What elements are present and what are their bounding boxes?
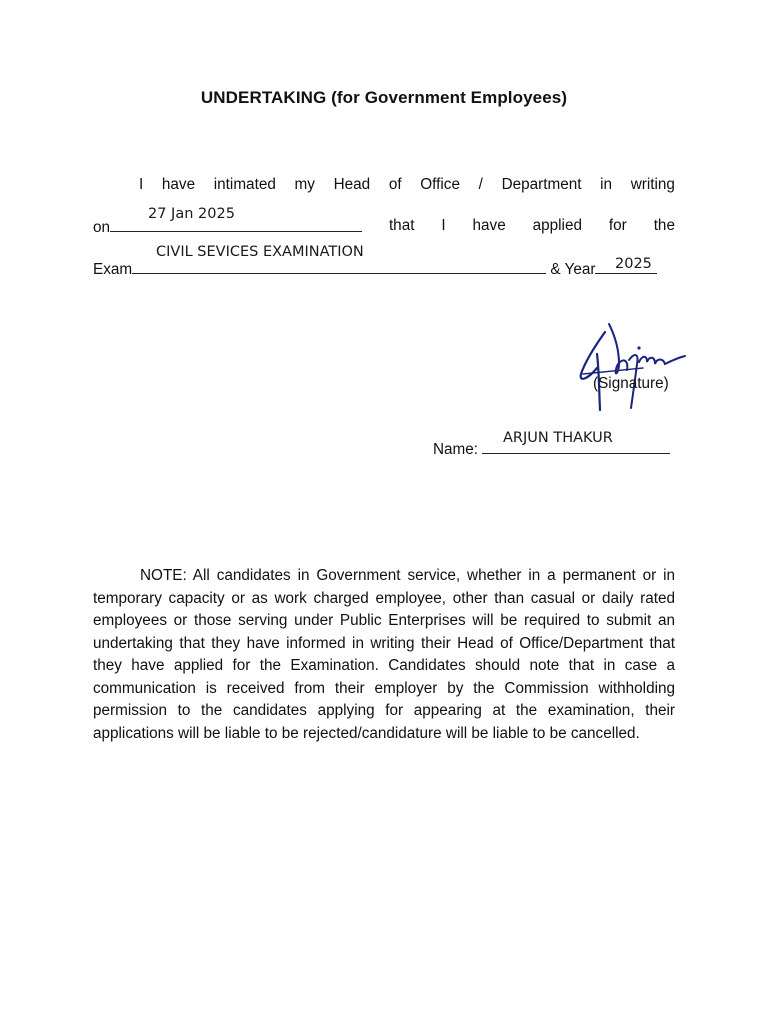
date-blank bbox=[110, 217, 362, 232]
year-blank bbox=[595, 259, 657, 274]
paragraph-line-3 bbox=[93, 259, 675, 279]
exam-blank bbox=[132, 259, 546, 274]
word: for bbox=[608, 217, 627, 234]
word: Office bbox=[420, 176, 460, 193]
date-field bbox=[93, 217, 362, 237]
word: writing bbox=[630, 176, 675, 193]
word: have bbox=[161, 176, 196, 193]
name-label: Name: bbox=[433, 441, 479, 458]
word: I bbox=[441, 217, 446, 234]
name-field-value: ARJUN THAKUR bbox=[503, 430, 613, 446]
date-field-value: 27 Jan 2025 bbox=[148, 206, 235, 222]
word: / bbox=[478, 176, 483, 193]
word: Department bbox=[501, 176, 582, 193]
note-paragraph: NOTE: All candidates in Government service, whether in a permanent or in temporary capacity or as work charged employee, other than casual or daily rated employees or those serving under Public Enterprises will be required to submit an undertaking that they have informed in writing their Head of Office/Department that they have applied for the Examination. Candidates should note that in case a communication is received from their employer by the Commission withholding permission to the candidates applying for appearing at the examination, their applications will be liable to be rejected/candidature will be liable to be cancelled. bbox=[93, 567, 675, 742]
page-title: UNDERTAKING (for Government Employees) bbox=[200, 88, 568, 107]
signature-label: (Signature) bbox=[593, 375, 669, 392]
exam-field-value: CIVIL SEVICES EXAMINATION bbox=[156, 244, 364, 260]
word: I bbox=[139, 176, 144, 193]
word: have bbox=[472, 217, 506, 234]
word: the bbox=[653, 217, 675, 234]
paragraph-line-2 bbox=[93, 217, 675, 237]
exam-label: Exam bbox=[93, 261, 133, 278]
word: applied bbox=[532, 217, 582, 234]
on-label: on bbox=[93, 219, 111, 236]
paragraph-line-1 bbox=[93, 176, 675, 194]
signature-image bbox=[573, 318, 691, 416]
name-row bbox=[433, 439, 670, 459]
word: of bbox=[388, 176, 402, 193]
word: intimated bbox=[213, 176, 276, 193]
word: Head bbox=[333, 176, 371, 193]
word: that bbox=[388, 217, 415, 234]
name-blank bbox=[482, 439, 670, 454]
year-field-value: 2025 bbox=[615, 256, 652, 272]
word: my bbox=[294, 176, 315, 193]
word: in bbox=[600, 176, 613, 193]
year-label: & Year bbox=[550, 261, 596, 278]
signature-dot bbox=[637, 346, 640, 349]
